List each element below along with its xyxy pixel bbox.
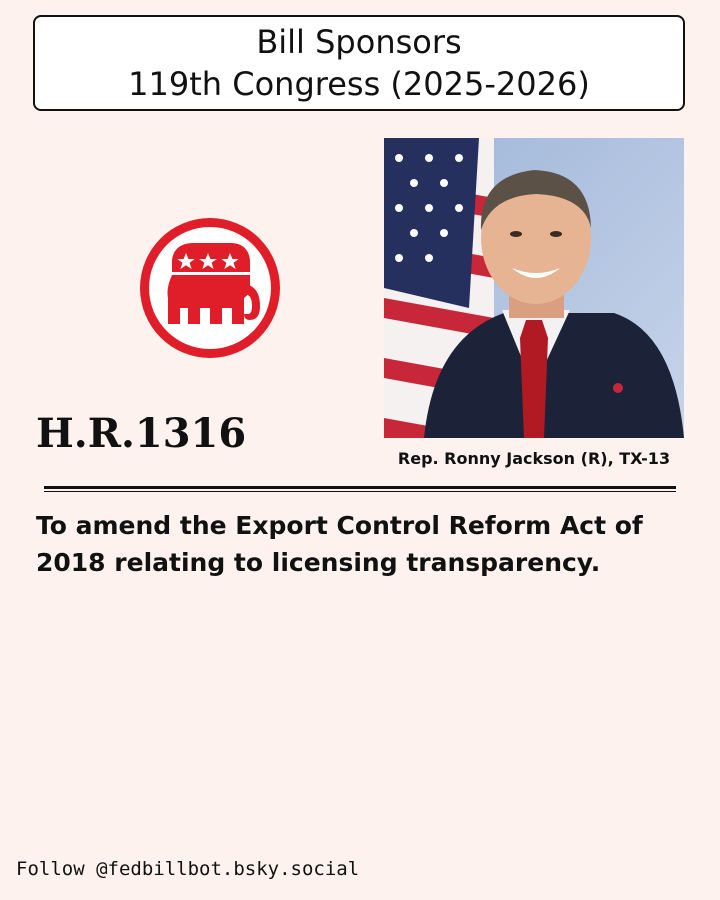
header-title: Bill Sponsors [256,23,462,61]
republican-elephant-icon [136,214,284,362]
sponsor-caption: Rep. Ronny Jackson (R), TX-13 [397,449,671,468]
follow-footer: Follow @fedbillbot.bsky.social [16,858,360,880]
sponsor-photo [384,138,684,438]
header-congress: 119th Congress (2025-2026) [128,65,590,103]
header-box [33,15,685,111]
divider-thin [44,491,676,492]
bill-number: H.R.1316 [36,410,247,457]
sponsor-portrait [384,138,684,438]
bill-title: To amend the Export Control Reform Act of 2018 relating to licensing transparency. [36,511,643,577]
divider [44,486,676,489]
